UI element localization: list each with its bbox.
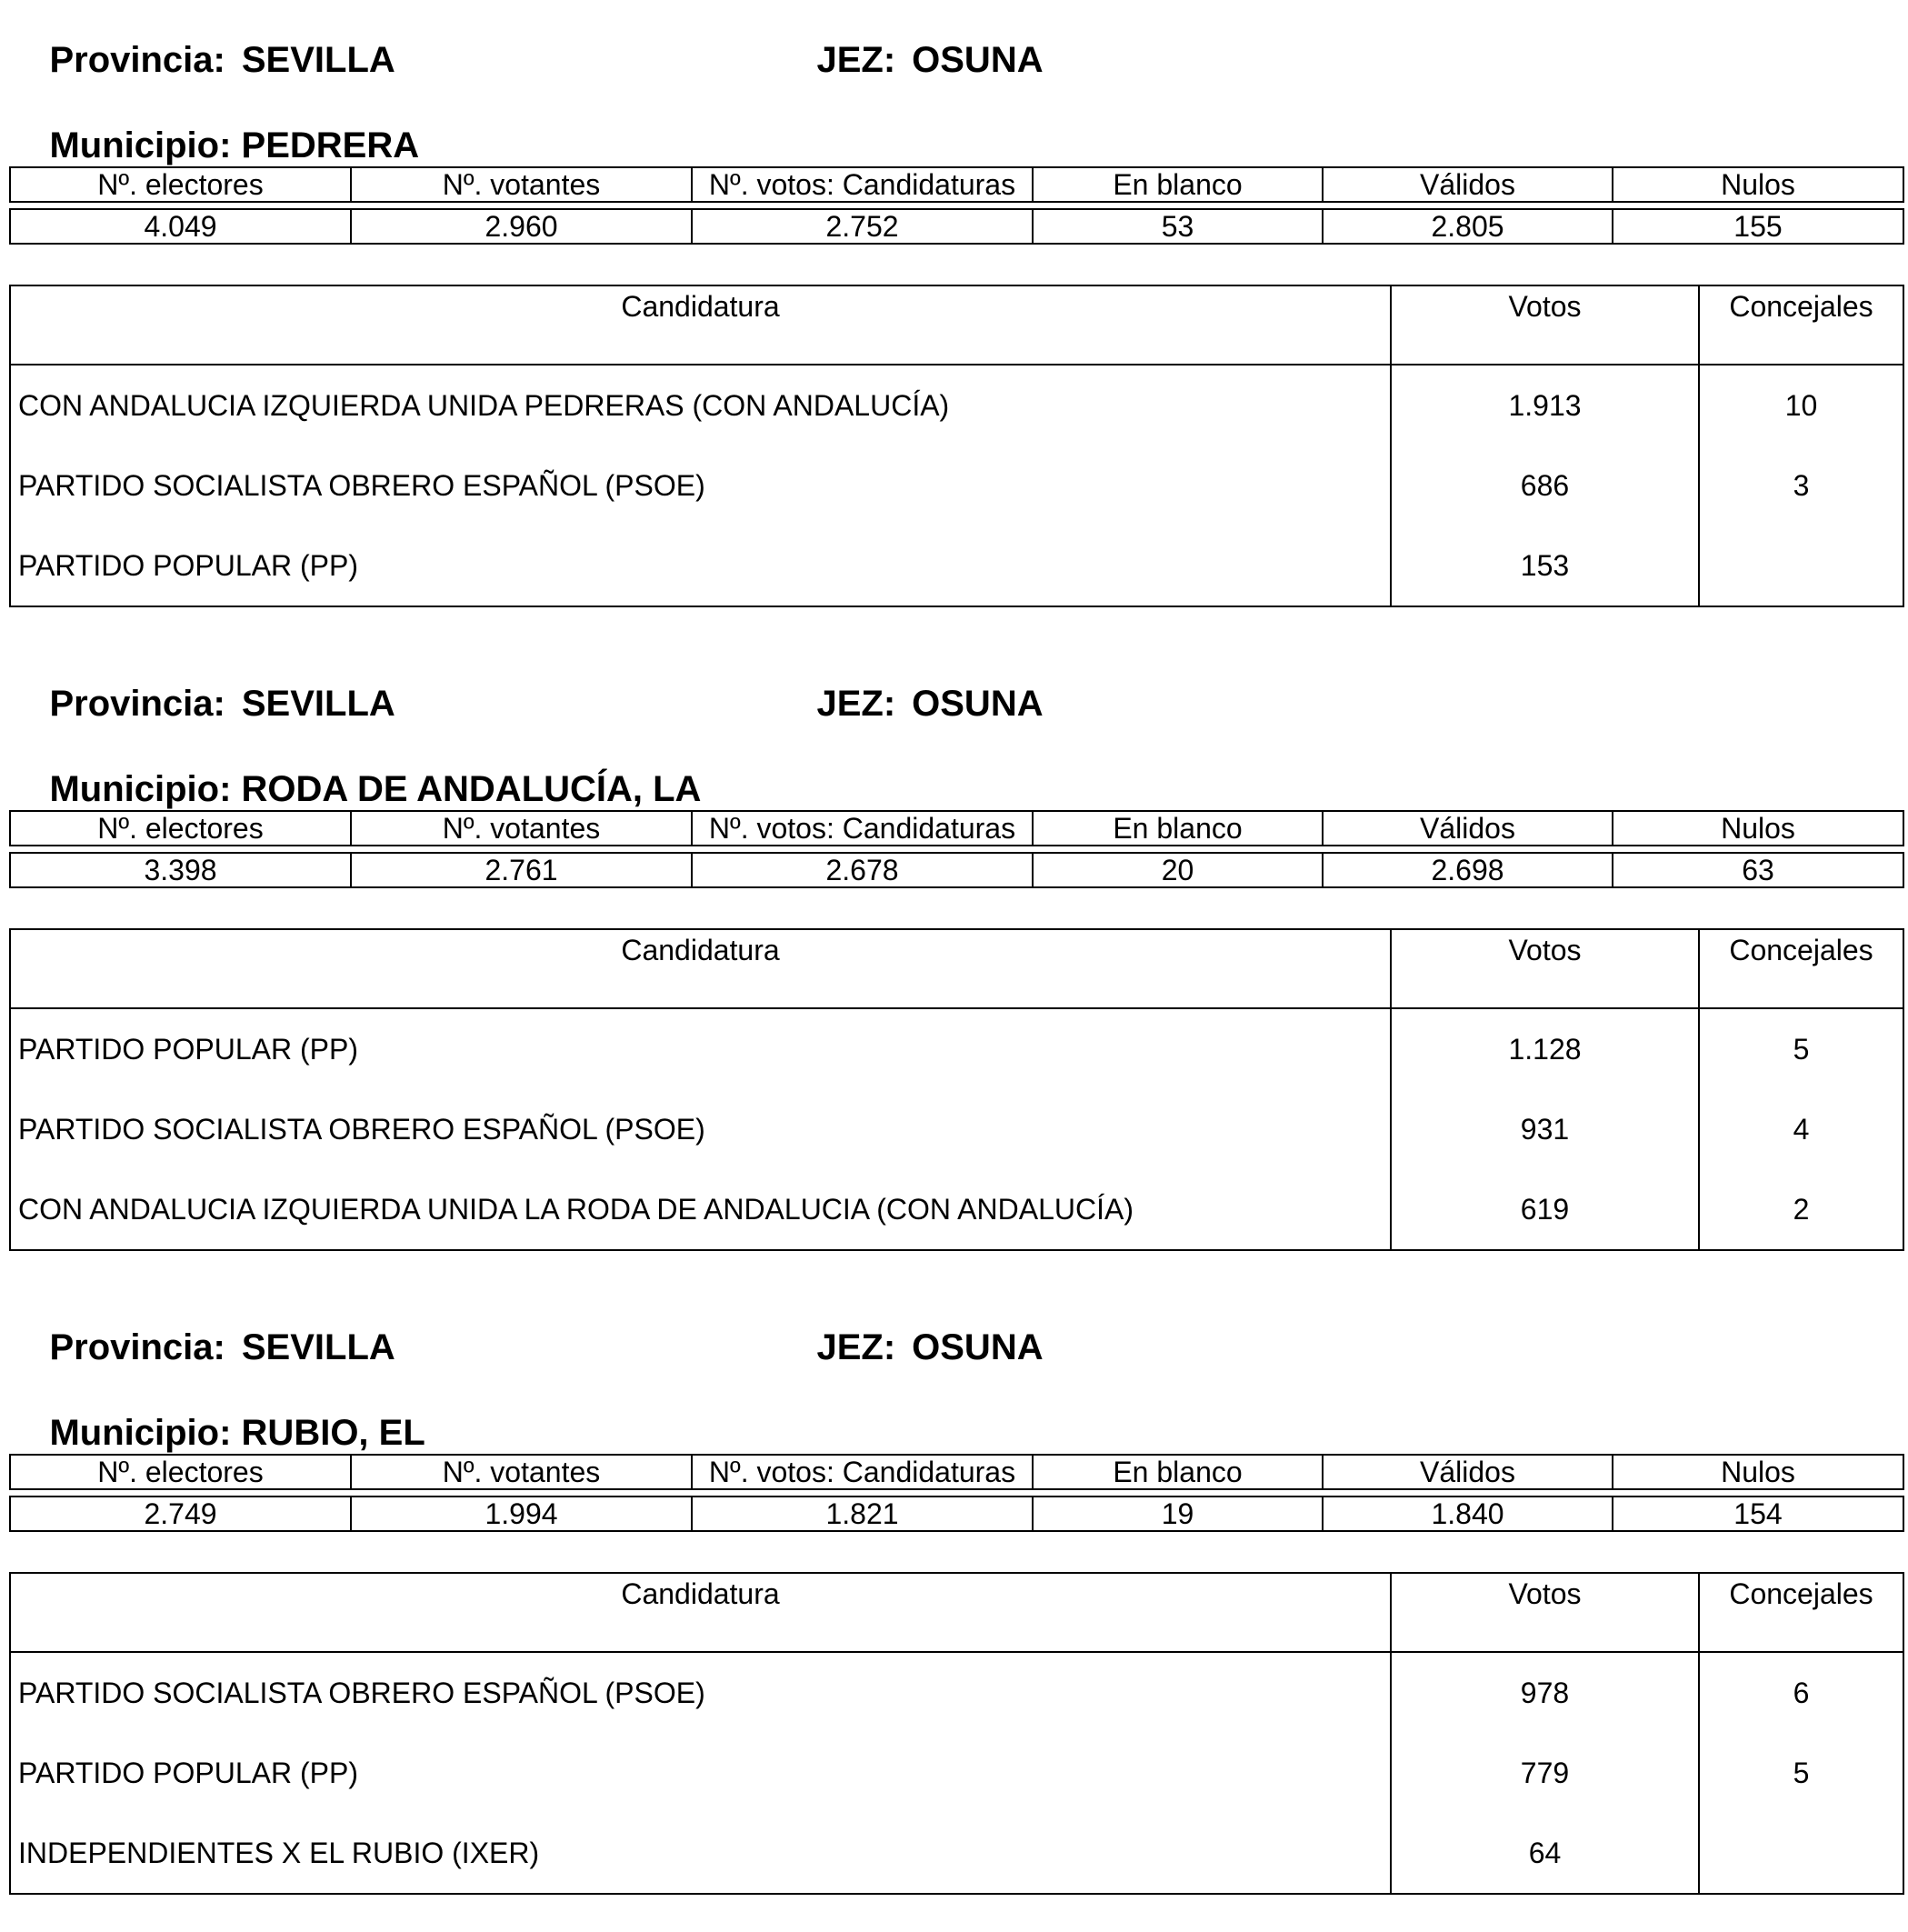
table-row <box>10 365 1903 445</box>
value-votantes: 1.994 <box>351 1497 692 1531</box>
candidates-table <box>9 1572 1904 1895</box>
candidate-name: PARTIDO SOCIALISTA OBRERO ESPAÑOL (PSOE) <box>10 445 1391 526</box>
header-en-blanco: En blanco <box>1033 1455 1323 1489</box>
table-row <box>10 1652 1903 1733</box>
provincia-label: Provincia: <box>49 684 225 724</box>
candidate-concejales: 10 <box>1699 365 1903 445</box>
value-nulos: 63 <box>1613 853 1903 887</box>
header-votos: Votos <box>1391 285 1699 365</box>
header-electores: Nº. electores <box>10 1455 351 1489</box>
candidate-concejales: 5 <box>1699 1008 1903 1089</box>
header-concejales: Concejales <box>1699 929 1903 1008</box>
municipio-value: PEDRERA <box>241 125 420 165</box>
candidate-concejales: 4 <box>1699 1089 1903 1169</box>
provincia-value: SEVILLA <box>241 684 395 724</box>
candidate-name: INDEPENDIENTES X EL RUBIO (IXER) <box>10 1813 1391 1894</box>
jez-value: OSUNA <box>912 40 1044 80</box>
header-candidatura: Candidatura <box>10 1573 1391 1652</box>
value-en-blanco: 20 <box>1033 853 1323 887</box>
summary-value-row <box>10 853 1903 887</box>
value-electores: 2.749 <box>10 1497 351 1531</box>
provincia-value: SEVILLA <box>241 1327 395 1367</box>
candidate-votos: 978 <box>1391 1652 1699 1733</box>
header-validos: Válidos <box>1323 811 1613 846</box>
jez-label: JEZ: <box>816 1327 896 1367</box>
header-candidatura: Candidatura <box>10 929 1391 1008</box>
provincia-label: Provincia: <box>49 1327 225 1367</box>
header-validos: Válidos <box>1323 167 1613 202</box>
summary-value-row <box>10 1497 1903 1531</box>
candidates-table <box>9 928 1904 1251</box>
header-votos-candidaturas: Nº. votos: Candidaturas <box>692 1455 1033 1489</box>
jez-value: OSUNA <box>912 684 1044 724</box>
table-row <box>10 1733 1903 1813</box>
candidate-votos: 931 <box>1391 1089 1699 1169</box>
summary-table <box>9 810 1904 888</box>
jez-label: JEZ: <box>816 40 896 80</box>
header-votantes: Nº. votantes <box>351 167 692 202</box>
value-votos-candidaturas: 1.821 <box>692 1497 1033 1531</box>
candidate-name: PARTIDO POPULAR (PP) <box>10 1733 1391 1813</box>
candidate-name: CON ANDALUCIA IZQUIERDA UNIDA PEDRERAS (CON ANDALUCÍA) <box>10 365 1391 445</box>
jez-heading <box>776 649 1044 758</box>
municipio-label: Municipio: <box>49 1413 232 1453</box>
table-row <box>10 1813 1903 1894</box>
candidate-name: CON ANDALUCIA IZQUIERDA UNIDA LA RODA DE ANDALUCIA (CON ANDALUCÍA) <box>10 1169 1391 1250</box>
header-votos: Votos <box>1391 1573 1699 1652</box>
provincia-label: Provincia: <box>49 40 225 80</box>
candidate-votos: 619 <box>1391 1169 1699 1250</box>
summary-table <box>9 166 1904 245</box>
header-en-blanco: En blanco <box>1033 811 1323 846</box>
municipio-section-3 <box>0 1287 1908 1932</box>
header-votos-candidaturas: Nº. votos: Candidaturas <box>692 811 1033 846</box>
header-votantes: Nº. votantes <box>351 1455 692 1489</box>
candidates-header-row <box>10 929 1903 1008</box>
value-votantes: 2.761 <box>351 853 692 887</box>
jez-label: JEZ: <box>816 684 896 724</box>
jez-value: OSUNA <box>912 1327 1044 1367</box>
table-row <box>10 1008 1903 1089</box>
table-row <box>10 526 1903 606</box>
value-validos: 2.805 <box>1323 209 1613 244</box>
value-validos: 1.840 <box>1323 1497 1613 1531</box>
summary-header-row <box>10 167 1903 202</box>
candidate-concejales <box>1699 1813 1903 1894</box>
candidates-header-row <box>10 1573 1903 1652</box>
header-electores: Nº. electores <box>10 811 351 846</box>
header-votantes: Nº. votantes <box>351 811 692 846</box>
header-validos: Válidos <box>1323 1455 1613 1489</box>
header-votos-candidaturas: Nº. votos: Candidaturas <box>692 167 1033 202</box>
candidate-concejales: 2 <box>1699 1169 1903 1250</box>
candidate-name: PARTIDO SOCIALISTA OBRERO ESPAÑOL (PSOE) <box>10 1652 1391 1733</box>
candidate-concejales <box>1699 526 1903 606</box>
value-en-blanco: 19 <box>1033 1497 1323 1531</box>
candidate-name: PARTIDO POPULAR (PP) <box>10 526 1391 606</box>
candidate-name: PARTIDO POPULAR (PP) <box>10 1008 1391 1089</box>
value-electores: 3.398 <box>10 853 351 887</box>
table-row <box>10 445 1903 526</box>
jez-heading <box>776 1293 1044 1402</box>
candidate-votos: 686 <box>1391 445 1699 526</box>
candidate-votos: 779 <box>1391 1733 1699 1813</box>
municipio-label: Municipio: <box>49 125 232 165</box>
summary-value-row <box>10 209 1903 244</box>
municipio-value: RUBIO, EL <box>241 1413 425 1453</box>
value-votantes: 2.960 <box>351 209 692 244</box>
header-en-blanco: En blanco <box>1033 167 1323 202</box>
header-nulos: Nulos <box>1613 811 1903 846</box>
header-electores: Nº. electores <box>10 167 351 202</box>
candidates-table <box>9 285 1904 607</box>
municipio-label: Municipio: <box>49 769 232 809</box>
value-validos: 2.698 <box>1323 853 1613 887</box>
header-nulos: Nulos <box>1613 167 1903 202</box>
candidate-concejales: 3 <box>1699 445 1903 526</box>
candidate-votos: 153 <box>1391 526 1699 606</box>
value-en-blanco: 53 <box>1033 209 1323 244</box>
municipio-value: RODA DE ANDALUCÍA, LA <box>241 769 702 809</box>
municipio-section-1 <box>0 0 1908 645</box>
header-concejales: Concejales <box>1699 1573 1903 1652</box>
provincia-value: SEVILLA <box>241 40 395 80</box>
candidate-concejales: 5 <box>1699 1733 1903 1813</box>
value-electores: 4.049 <box>10 209 351 244</box>
summary-header-row <box>10 1455 1903 1489</box>
summary-table <box>9 1454 1904 1532</box>
header-votos: Votos <box>1391 929 1699 1008</box>
header-candidatura: Candidatura <box>10 285 1391 365</box>
candidate-concejales: 6 <box>1699 1652 1903 1733</box>
table-row <box>10 1169 1903 1250</box>
header-concejales: Concejales <box>1699 285 1903 365</box>
jez-heading <box>776 5 1044 115</box>
summary-header-row <box>10 811 1903 846</box>
candidate-votos: 1.128 <box>1391 1008 1699 1089</box>
header-nulos: Nulos <box>1613 1455 1903 1489</box>
municipio-section-2 <box>0 644 1908 1288</box>
value-votos-candidaturas: 2.678 <box>692 853 1033 887</box>
value-nulos: 154 <box>1613 1497 1903 1531</box>
candidate-votos: 1.913 <box>1391 365 1699 445</box>
candidate-name: PARTIDO SOCIALISTA OBRERO ESPAÑOL (PSOE) <box>10 1089 1391 1169</box>
value-nulos: 155 <box>1613 209 1903 244</box>
table-row <box>10 1089 1903 1169</box>
value-votos-candidaturas: 2.752 <box>692 209 1033 244</box>
candidates-header-row <box>10 285 1903 365</box>
candidate-votos: 64 <box>1391 1813 1699 1894</box>
